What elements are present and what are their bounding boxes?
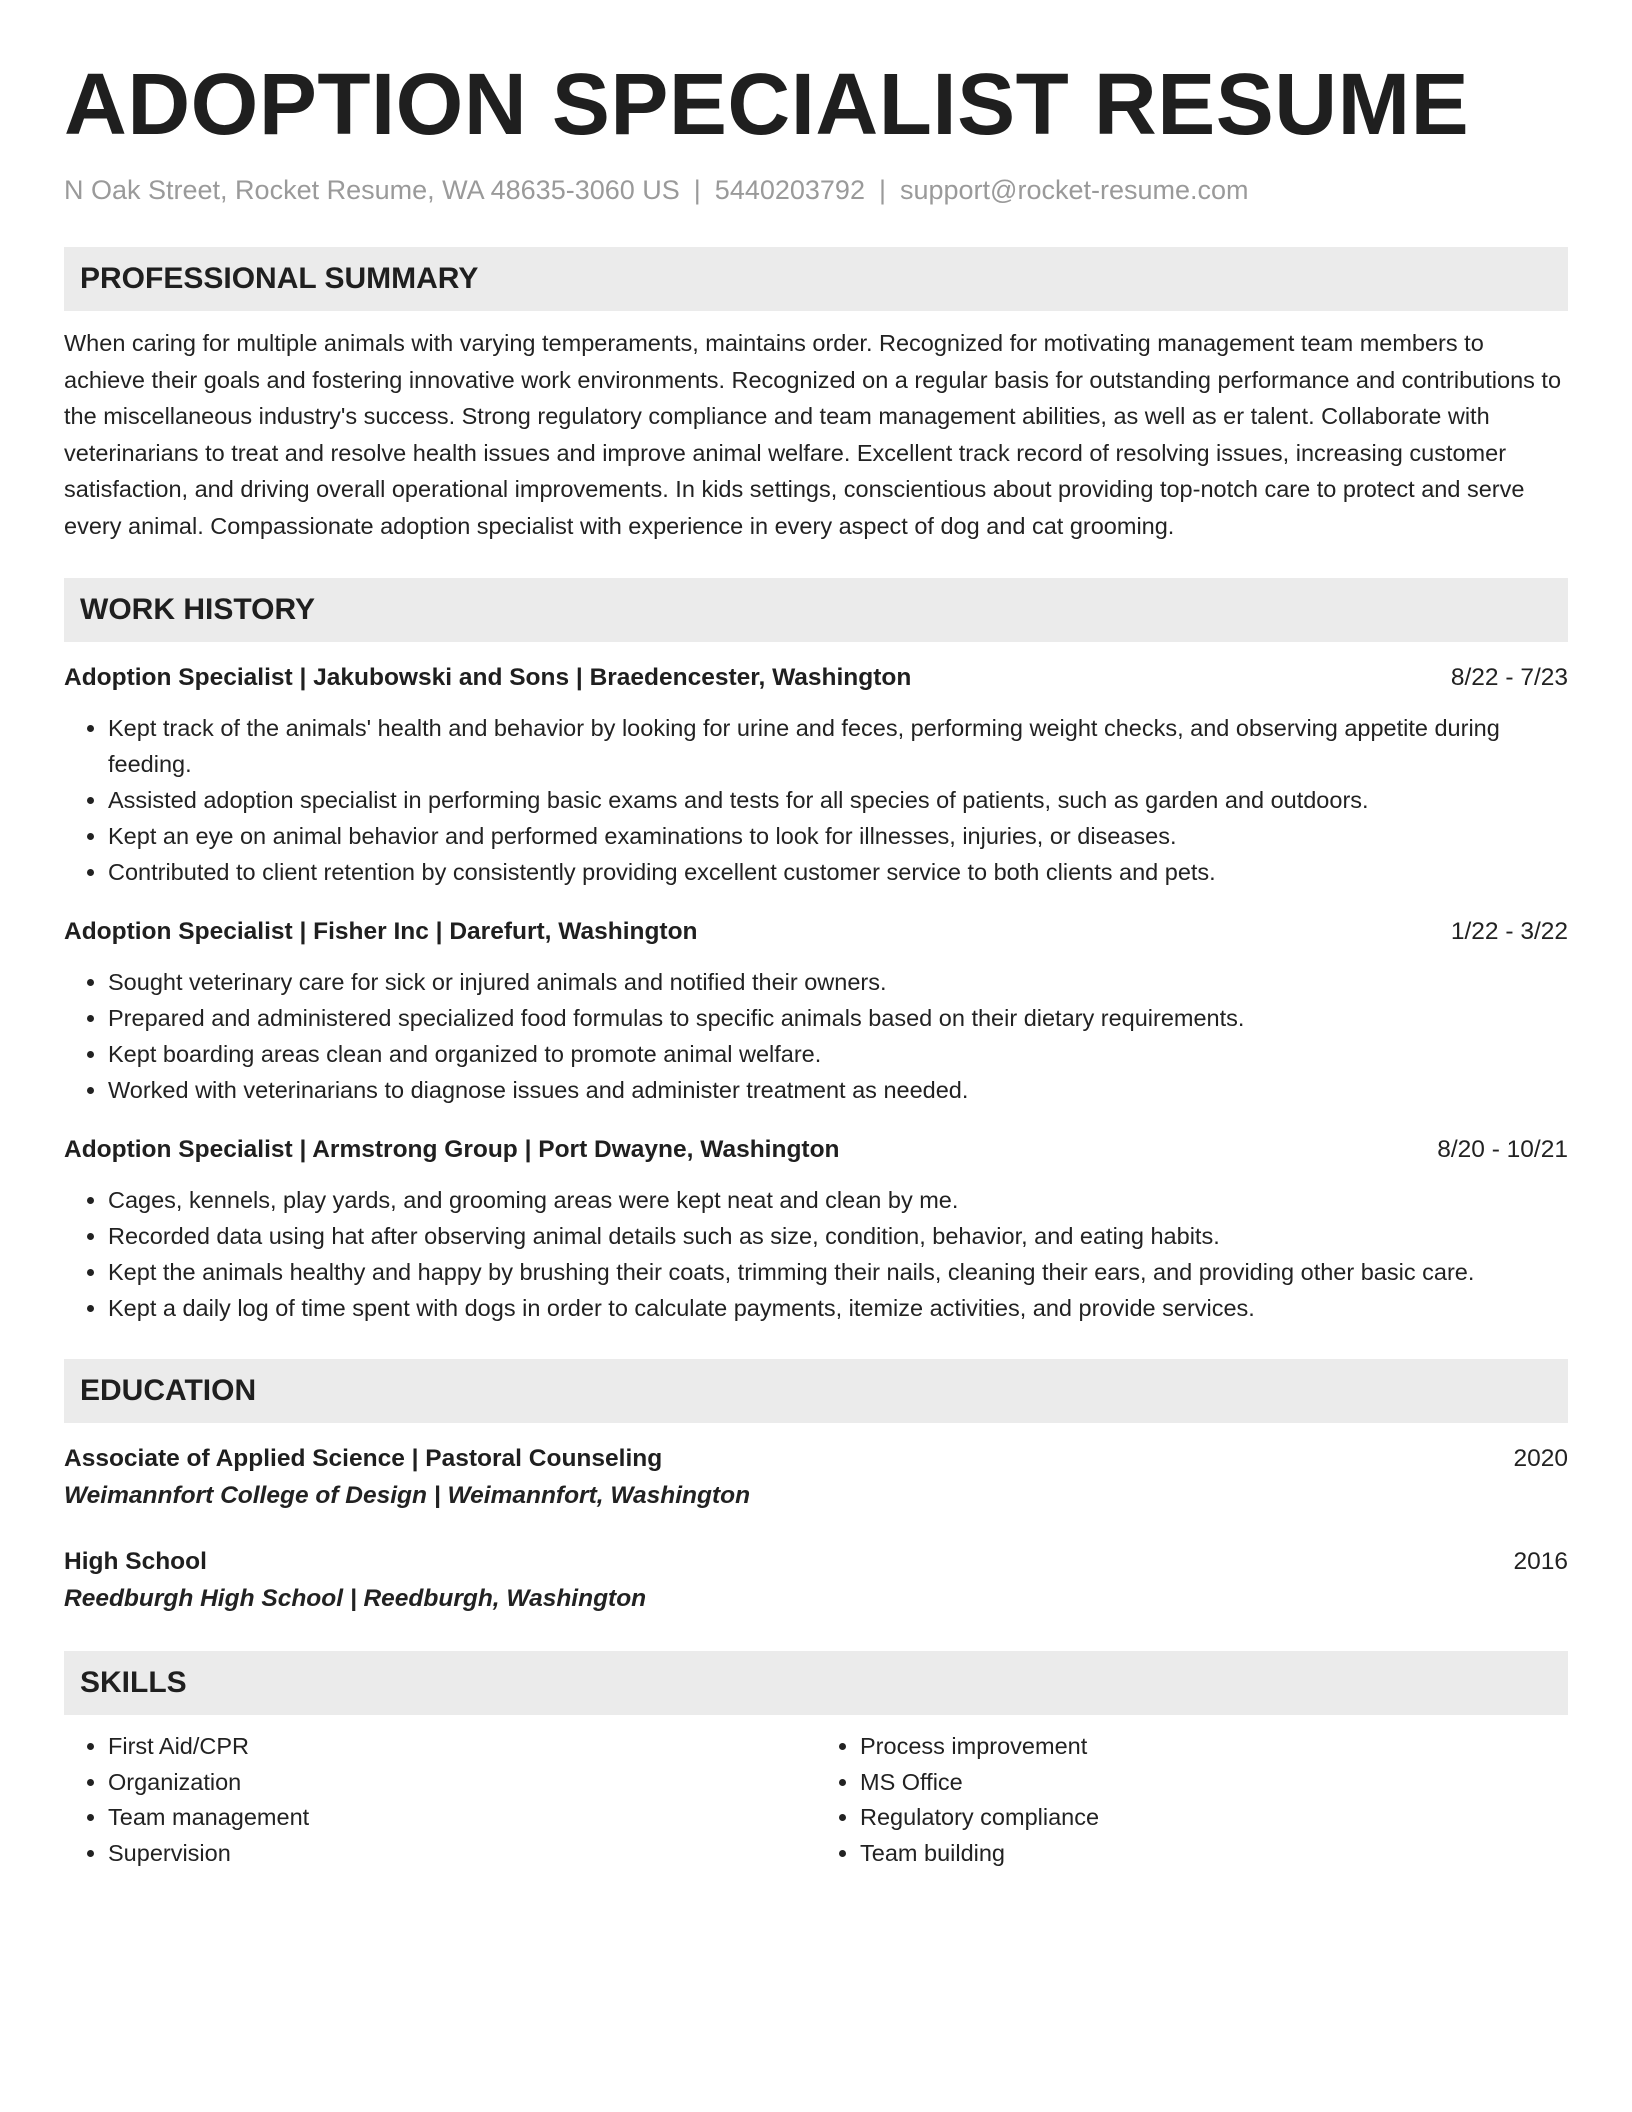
skill-item: • Organization <box>108 1765 816 1801</box>
job-header <box>64 1132 1568 1168</box>
job-bullet: • Assisted adoption specialist in performing basic exams and tests for all species of patients, such as garden and outdoors. <box>108 782 1568 818</box>
contact-separator: | <box>693 175 701 205</box>
contact-email: support@rocket-resume.com <box>899 175 1249 205</box>
skill-item: • Regulatory compliance <box>860 1800 1568 1836</box>
education-header <box>64 1441 1568 1477</box>
resume-title: ADOPTION SPECIALIST RESUME <box>64 56 1470 153</box>
education-degree: High School <box>64 1548 207 1575</box>
job-bullets <box>64 1182 1568 1326</box>
job-bullet: • Recorded data using hat after observing animal details such as size, condition, behavior, and eating habits. <box>108 1218 1568 1254</box>
job-header <box>64 914 1568 950</box>
job-entry <box>64 660 1568 890</box>
contact-separator: | <box>878 175 886 205</box>
education-degree: Associate of Applied Science | Pastoral Counseling <box>64 1445 663 1472</box>
job-bullet: • Sought veterinary care for sick or injured animals and notified their owners. <box>108 964 1568 1000</box>
job-title: Adoption Specialist | Fisher Inc | Darefurt, Washington <box>64 918 698 945</box>
education-section <box>64 1359 1568 1618</box>
skills-list-left <box>64 1729 816 1871</box>
job-bullet: • Kept the animals healthy and happy by brushing their coats, trimming their nails, cleaning their ears, and providing other basic care. <box>108 1254 1568 1290</box>
skill-item: • Supervision <box>108 1836 816 1872</box>
skills-list-right <box>816 1729 1568 1871</box>
summary-text: When caring for multiple animals with varying temperaments, maintains order. Recognized for motivating management team members to achieve their goals and fostering innovative work environments. Recognized on a regular basis for outstanding performance and contributions to the miscellaneous industry's success. Strong regulatory compliance and team management abilities, as well as er talent. Collaborate with veterinarians to treat and resolve health issues and improve animal welfare. Excellent track record of resolving issues, increasing customer satisfaction, and driving overall operational improvements. In kids settings, conscientious about providing top-notch care to protect and serve every animal. Compassionate adoption specialist with experience in every aspect of dog and cat grooming. <box>64 330 1562 539</box>
education-heading: EDUCATION <box>64 1359 1568 1423</box>
work-history-heading: WORK HISTORY <box>64 578 1568 642</box>
skill-item: • Team management <box>108 1800 816 1836</box>
contact-phone: 5440203792 <box>714 175 865 205</box>
job-bullet: • Kept a daily log of time spent with dogs in order to calculate payments, itemize activities, and provide services. <box>108 1290 1568 1326</box>
education-header <box>64 1544 1568 1580</box>
job-title: Adoption Specialist | Jakubowski and Sons | Braedencester, Washington <box>64 664 912 691</box>
job-title: Adoption Specialist | Armstrong Group | Port Dwayne, Washington <box>64 1136 840 1163</box>
job-bullet: • Cages, kennels, play yards, and grooming areas were kept neat and clean by me. <box>108 1182 1568 1218</box>
education-school: Weimannfort College of Design | Weimannfort, Washington <box>64 1482 751 1509</box>
job-bullet: • Kept an eye on animal behavior and performed examinations to look for illnesses, injuries, or diseases. <box>108 818 1568 854</box>
job-bullet: • Kept boarding areas clean and organized to promote animal welfare. <box>108 1036 1568 1072</box>
job-dates: 1/22 - 3/22 <box>1450 918 1568 945</box>
education-year: 2020 <box>1513 1445 1568 1472</box>
job-bullet: • Prepared and administered specialized food formulas to specific animals based on their dietary requirements. <box>108 1000 1568 1036</box>
skill-item: • MS Office <box>860 1765 1568 1801</box>
education-school: Reedburgh High School | Reedburgh, Washington <box>64 1585 647 1612</box>
job-header <box>64 660 1568 696</box>
skill-item: • Process improvement <box>860 1729 1568 1765</box>
education-year: 2016 <box>1513 1548 1568 1575</box>
job-dates: 8/22 - 7/23 <box>1450 664 1568 691</box>
skills-section <box>64 1651 1568 1871</box>
contact-address: N Oak Street, Rocket Resume, WA 48635-3060 US <box>64 175 680 205</box>
job-dates: 8/20 - 10/21 <box>1437 1136 1568 1163</box>
job-bullet: • Kept track of the animals' health and behavior by looking for urine and feces, performing weight checks, and observing appetite during feeding. <box>108 710 1568 782</box>
contact-line <box>64 172 1568 208</box>
summary-section <box>64 247 1568 544</box>
job-bullets <box>64 964 1568 1108</box>
education-entry <box>64 1441 1568 1515</box>
job-entry <box>64 1132 1568 1326</box>
skill-item: • Team building <box>860 1836 1568 1872</box>
education-entry <box>64 1544 1568 1618</box>
job-bullets <box>64 710 1568 890</box>
work-history-section <box>64 578 1568 1326</box>
summary-heading: PROFESSIONAL SUMMARY <box>64 247 1568 311</box>
job-entry <box>64 914 1568 1108</box>
skill-item: • First Aid/CPR <box>108 1729 816 1765</box>
skills-heading: SKILLS <box>64 1651 1568 1715</box>
job-bullet: • Contributed to client retention by consistently providing excellent customer service to both clients and pets. <box>108 854 1568 890</box>
skills-grid <box>64 1729 1568 1871</box>
job-bullet: • Worked with veterinarians to diagnose issues and administer treatment as needed. <box>108 1072 1568 1108</box>
